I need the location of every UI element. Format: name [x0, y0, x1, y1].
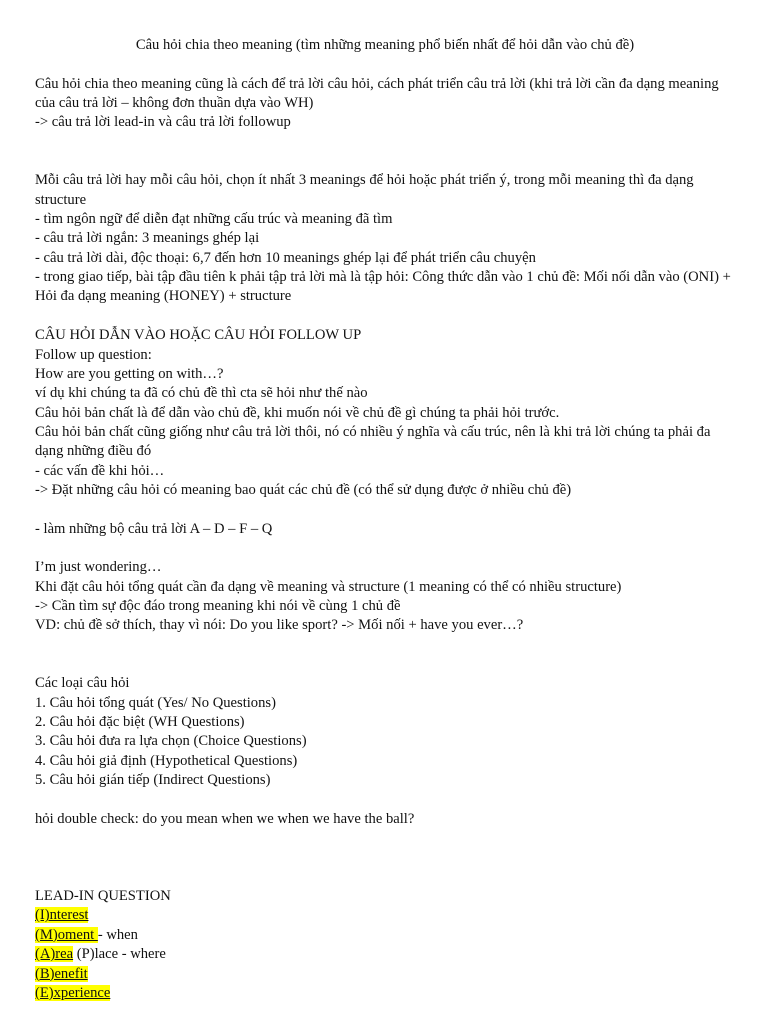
text-line: 4. Câu hỏi giả định (Hypothetical Questions)	[35, 752, 298, 769]
text-line: - câu trả lời ngắn: 3 meanings ghép lại	[35, 230, 260, 247]
blank-line	[35, 307, 735, 326]
text-line: Khi đặt câu hỏi tổng quát cần đa dạng về meaning và structure (1 meaning có thể có nhiều structure)	[35, 578, 622, 595]
text-line: Mỗi câu trả lời hay mỗi câu hỏi, chọn ít nhất 3 meanings để hỏi hoặc phát triển ý, trong mỗi meaning thì đa dạng structure	[35, 172, 698, 208]
lead-in-list	[35, 906, 735, 1003]
blank-line	[35, 848, 735, 867]
text-line: 2. Câu hỏi đặc biệt (WH Questions)	[35, 714, 245, 731]
lead-in-item	[35, 926, 735, 945]
text-line: - làm những bộ câu trả lời A – D – F – Q	[35, 520, 273, 537]
highlighted-term: (A)rea	[35, 946, 74, 963]
document-page	[35, 36, 735, 1003]
highlighted-term: (I)nterest	[35, 907, 89, 924]
lead-in-item	[35, 945, 735, 964]
term-description: (P)lace - where	[73, 946, 166, 963]
text-line: Câu hỏi chia theo meaning cũng là cách để trả lời câu hỏi, cách phát triển câu trả lời (khi trả lời cần đa dạng meaning của câu trả lời – không đơn thuần dựa vào WH)	[35, 75, 723, 112]
lead-in-item	[35, 965, 735, 984]
text-line: Câu hỏi bản chất cũng giống như câu trả lời thôi, nó có nhiều ý nghĩa và cấu trúc, nên là khi trả lời chúng ta phải đa dạng những điều đó	[35, 423, 715, 460]
text-line: -> Cần tìm sự độc đáo trong meaning khi nói về cùng 1 chủ đề	[35, 597, 401, 614]
highlighted-term: (M)oment	[35, 926, 98, 943]
text-line: - trong giao tiếp, bài tập đầu tiên k phải tập trả lời mà là tập hỏi: Công thức dẫn vào 1 chủ đề: Mối nối dẫn vào (ONI) + Hỏi đa dạng meaning (HONEY) + structure	[35, 269, 735, 305]
blank-line	[35, 152, 735, 171]
blank-line	[35, 133, 735, 152]
blank-line	[35, 55, 735, 74]
text-line: - câu trả lời dài, độc thoại: 6,7 đến hơn 10 meanings ghép lại để phát triển câu chuyện	[35, 249, 536, 266]
highlighted-term: (B)enefit	[35, 965, 88, 982]
text-line: Các loại câu hỏi	[35, 675, 130, 692]
blank-line	[35, 539, 735, 558]
text-line: Câu hỏi bản chất là để dẫn vào chủ đề, khi muốn nói về chủ đề gì chúng ta phải hỏi trước.	[35, 404, 560, 421]
term-description: - when	[97, 926, 138, 943]
blank-line	[35, 829, 735, 848]
text-line: ví dụ khi chúng ta đã có chủ đề thì cta sẽ hỏi như thế nào	[35, 385, 368, 402]
text-line: 1. Câu hỏi tổng quát (Yes/ No Questions)	[35, 694, 276, 711]
lead-in-item	[35, 984, 735, 1003]
blank-line	[35, 790, 735, 809]
highlighted-term: (E)xperience	[35, 984, 111, 1001]
text-line: -> Đặt những câu hỏi có meaning bao quát các chủ đề (có thể sử dụng được ở nhiều chủ đề)	[35, 481, 572, 498]
text-line: How are you getting on with…?	[35, 365, 224, 382]
blank-line	[35, 500, 735, 519]
text-line: Follow up question:	[35, 346, 152, 363]
text-line: - tìm ngôn ngữ để diễn đạt những cấu trúc và meaning đã tìm	[35, 211, 393, 228]
blank-line	[35, 868, 735, 887]
text-line: -> câu trả lời lead-in và câu trả lời followup	[35, 114, 291, 131]
text-line: 5. Câu hỏi gián tiếp (Indirect Questions)	[35, 772, 271, 789]
text-line: 3. Câu hỏi đưa ra lựa chọn (Choice Questions)	[35, 733, 307, 750]
text-line: hỏi double check: do you mean when we when we have the ball?	[35, 810, 415, 827]
document-body	[35, 55, 735, 906]
text-line: - các vấn đề khi hỏi…	[35, 462, 165, 479]
text-line: I’m just wondering…	[35, 559, 162, 576]
text-line: LEAD-IN QUESTION	[35, 888, 171, 905]
blank-line	[35, 636, 735, 655]
blank-line	[35, 655, 735, 674]
text-line: VD: chủ đề sở thích, thay vì nói: Do you like sport? -> Mối nối + have you ever…?	[35, 617, 524, 634]
lead-in-item	[35, 906, 735, 925]
page-title: Câu hỏi chia theo meaning (tìm những meaning phổ biến nhất để hỏi dẫn vào chủ đề)	[135, 37, 635, 53]
text-line: CÂU HỎI DẪN VÀO HOẶC CÂU HỎI FOLLOW UP	[35, 327, 362, 344]
